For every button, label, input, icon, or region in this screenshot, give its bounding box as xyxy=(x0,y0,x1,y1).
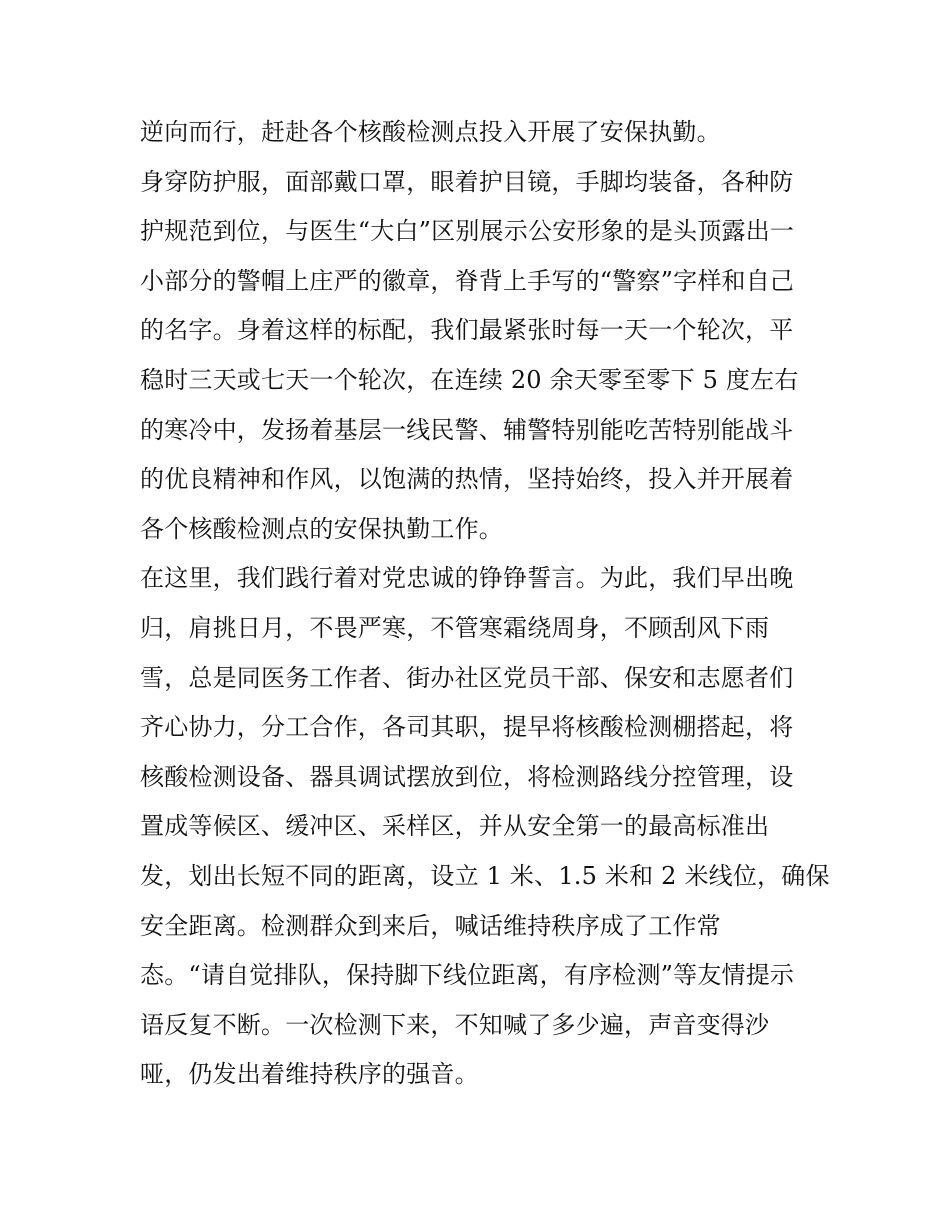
text-line: 雪，总是同医务工作者、街办社区党员干部、保安和志愿者们 xyxy=(140,663,794,692)
text-line: 稳时三天或七天一个轮次，在连续 20 余天零至零下 5 度左右 xyxy=(140,365,799,394)
text-line: 逆向而行，赶赴各个核酸检测点投入开展了安保执勤。 xyxy=(140,118,721,146)
text-line: 发，划出长短不同的距离，设立 1 米、1.5 米和 2 米线位，确保 xyxy=(140,861,830,890)
text-line: 的优良精神和作风，以饱满的热情，坚持始终，投入并开展着 xyxy=(140,465,794,494)
text-line: 核酸检测设备、器具调试摆放到位，将检测路线分控管理，设 xyxy=(140,762,794,791)
text-line: 哑，仍发出着维持秩序的强音。 xyxy=(140,1060,479,1089)
text-line: 安全距离。检测群众到来后，喊话维持秩序成了工作常 xyxy=(140,911,721,940)
text-line: 态。“请自觉排队，保持脚下线位距离，有序检测”等友情提示 xyxy=(140,961,795,990)
text-line: 语反复不断。一次检测下来，不知喊了多少遍，声音变得沙 xyxy=(140,1010,770,1039)
text-line: 齐心协力，分工合作，各司其职，提早将核酸检测棚搭起，将 xyxy=(140,713,794,742)
text-line: 归，肩挑日月，不畏严寒，不管寒霜绕周身，不顾刮风下雨 xyxy=(140,613,770,642)
text-line: 身穿防护服，面部戴口罩，眼着护目镜，手脚均装备，各种防 xyxy=(140,167,794,196)
text-line: 小部分的警帽上庄严的徽章，脊背上手写的“警察”字样和自己 xyxy=(140,266,795,295)
text-line: 的寒冷中，发扬着基层一线民警、辅警特别能吃苦特别能战斗 xyxy=(140,415,794,444)
text-line: 各个核酸检测点的安保执勤工作。 xyxy=(140,514,503,543)
text-line: 在这里，我们践行着对党忠诚的铮铮誓言。为此，我们早出晚 xyxy=(140,564,794,593)
text-line: 护规范到位，与医生“大白”区别展示公安形象的是头顶露出一 xyxy=(140,217,795,246)
text-line: 的名字。身着这样的标配，我们最紧张时每一天一个轮次，平 xyxy=(140,316,794,345)
document-body xyxy=(140,108,830,1100)
text-line: 置成等候区、缓冲区、采样区，并从安全第一的最高标准出 xyxy=(140,812,770,841)
